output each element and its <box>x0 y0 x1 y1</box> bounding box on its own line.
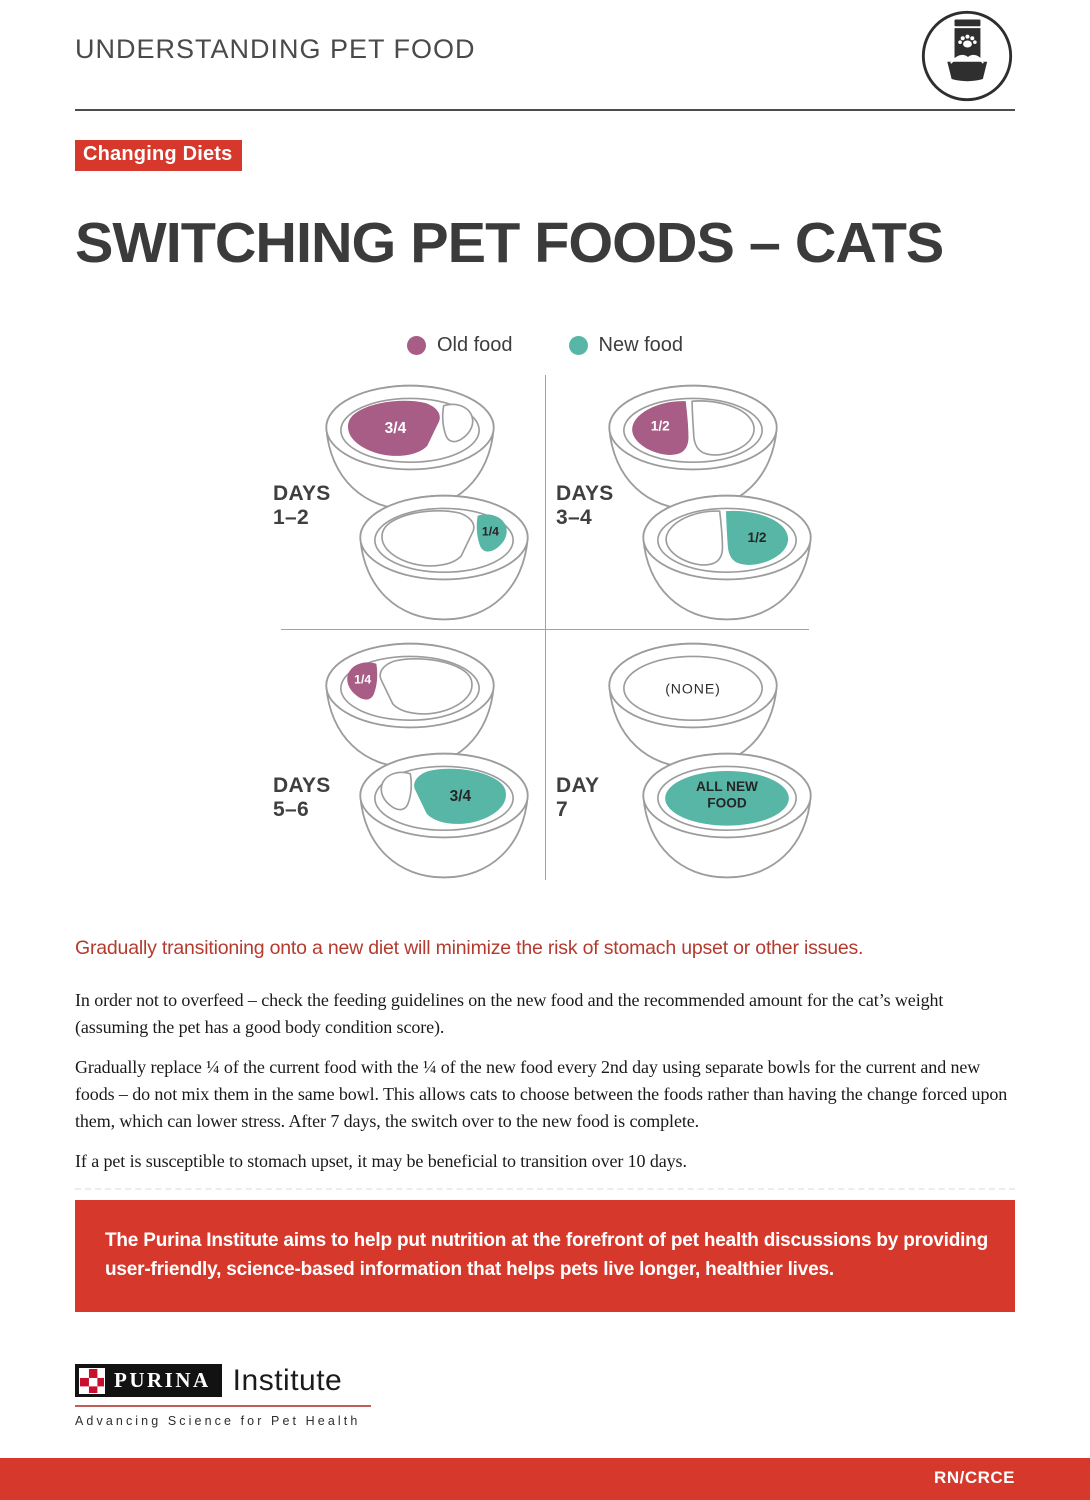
svg-text:3/4: 3/4 <box>449 788 472 806</box>
svg-text:FOOD: FOOD <box>707 795 747 811</box>
section-badge: Changing Diets <box>75 140 242 171</box>
logo-underline <box>75 1405 371 1407</box>
purina-institute-logo <box>75 1364 1015 1428</box>
legend-item-old-food <box>407 334 513 357</box>
legend-label: Old food <box>436 334 513 356</box>
legend-label: New food <box>598 334 684 356</box>
mission-banner: The Purina Institute aims to help put nutrition at the forefront of pet health discussions by providing user-friendly, science-based information that helps pets live longer, healthier lives. <box>75 1200 1015 1312</box>
bowl-new-food <box>636 490 818 627</box>
quadrant-day-label: DAYS 5–6 <box>273 774 331 821</box>
svg-text:1/4: 1/4 <box>354 672 372 687</box>
page-header <box>75 0 1015 111</box>
footer-bar <box>0 1458 1090 1500</box>
callout-text: Gradually transitioning onto a new diet will minimize the risk of stomach upset or other issues. <box>75 937 864 959</box>
legend-item-new-food <box>569 334 684 357</box>
header-title: UNDERSTANDING PET FOOD <box>75 34 476 64</box>
transition-diagram <box>269 370 821 890</box>
body-copy <box>75 987 1015 1175</box>
quadrant-day-label: DAY 7 <box>556 774 600 821</box>
quadrant-day-label: DAYS 3–4 <box>556 482 614 529</box>
diagram-quadrant <box>552 374 822 632</box>
bowl-new-food <box>636 748 818 885</box>
pet-food-bag-and-bowl-icon <box>919 8 1015 108</box>
svg-text:1/4: 1/4 <box>481 524 499 539</box>
svg-text:1/2: 1/2 <box>650 418 670 434</box>
paragraph: In order not to overfeed – check the feeding guidelines on the new food and the recommended amount for the cat’s weight (assuming the pet has a good body condition score). <box>75 990 944 1037</box>
diagram-quadrant <box>269 374 539 632</box>
new-food-dot-icon <box>569 336 588 355</box>
bowl-new-food <box>353 490 535 627</box>
purina-checkerboard-icon <box>79 1368 105 1394</box>
institute-text: Institute <box>232 1363 343 1397</box>
svg-text:(NONE): (NONE) <box>665 680 721 697</box>
paragraph: Gradually replace ¼ of the current food with the ¼ of the new food every 2nd day using separate bowls for the current and new foods – do not mix them in the same bowl. This allows cats to choose between the foods rather than having the change forced upon them, which can lower stress. After 7 days, the switch over to the new food is complete. <box>75 1057 1008 1131</box>
diagram-vertical-divider <box>545 375 546 880</box>
paragraph: If a pet is susceptible to stomach upset, it may be beneficial to transition over 10 days. <box>75 1151 687 1171</box>
svg-text:3/4: 3/4 <box>384 420 407 438</box>
bowl-new-food <box>353 748 535 885</box>
page-title: SWITCHING PET FOODS – CATS <box>75 211 944 275</box>
purina-wordmark <box>75 1364 222 1397</box>
svg-text:ALL NEW: ALL NEW <box>696 779 758 795</box>
diagram-quadrant <box>269 632 539 890</box>
dashed-divider <box>75 1188 1015 1190</box>
quadrant-day-label: DAYS 1–2 <box>273 482 331 529</box>
purina-brand-text: PURINA <box>114 1368 211 1393</box>
footer-code: RN/CRCE <box>934 1468 1015 1487</box>
svg-text:1/2: 1/2 <box>747 530 767 546</box>
old-food-dot-icon <box>407 336 426 355</box>
diagram-quadrant <box>552 632 822 890</box>
logo-tagline: Advancing Science for Pet Health <box>75 1413 361 1428</box>
header-divider <box>75 109 1015 111</box>
food-legend <box>75 334 1015 357</box>
